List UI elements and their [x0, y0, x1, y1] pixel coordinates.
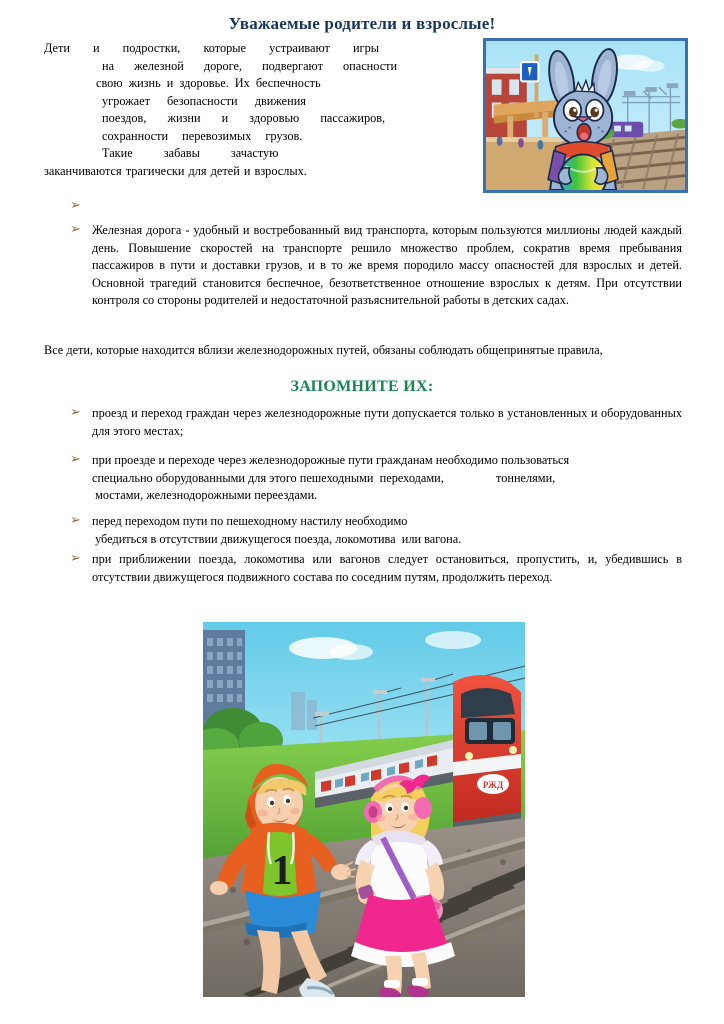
rule-item-1: [70, 405, 682, 440]
children-railway-photo: [203, 622, 525, 997]
intro-line: поездов, жизни и здоровью пассажиров,: [102, 111, 386, 125]
section-heading-remember: ЗАПОМНИТЕ ИХ:: [290, 378, 434, 395]
children-photo-svg: [203, 622, 525, 997]
lead-paragraph: Все дети, которые находится вблизи железнодорожных путей, обязаны соблюдать общепринятые правила,: [44, 343, 603, 357]
rule-item-3: [70, 513, 682, 548]
rule-line: убедиться в отсутствии движущегося поезда, локомотива или вагона.: [92, 531, 462, 546]
children-photo-canvas: [203, 622, 525, 997]
page-title: Уважаемые родители и взрослые!: [228, 14, 496, 33]
arrow-bullet-icon: ➢: [70, 513, 81, 528]
rule-item-text: [70, 452, 682, 505]
arrow-bullet-icon: ➢: [70, 222, 81, 237]
rule-item-text: проезд и переход граждан через железнодорожные пути допускается только в установленных и оборудованных для этого местах;: [92, 406, 682, 438]
arrow-bullet-icon: ➢: [70, 551, 81, 566]
arrow-bullet-icon: ➢: [70, 405, 81, 420]
rule-line: специально оборудованными для этого пешеходными переходами, тоннелями,: [92, 470, 556, 485]
bunny-railway-illustration: [483, 38, 688, 193]
intro-line: на железной дороге, подвергают опасности: [102, 58, 398, 73]
train-logo-label: РЖД: [482, 780, 504, 790]
rule-item-2: [70, 452, 682, 505]
intro-line: Такие забавы зачастую: [102, 146, 279, 160]
intro-line: сохранности перевозимых грузов.: [102, 128, 303, 143]
intro-paragraph: [44, 40, 480, 180]
arrow-bullet-icon: ➢: [70, 452, 81, 467]
intro-line: свою жизнь и здоровье. Их беспечность: [96, 76, 321, 90]
rule-item-4: [70, 551, 682, 586]
arrow-bullet-icon: ➢: [70, 198, 81, 213]
intro-line: Дети и подростки, которые устраивают игры: [44, 41, 380, 55]
rule-item-text: при приближении поезда, локомотива или вагонов следует остановиться, пропустить, и, убедившись в отсутствии движущегося подвижного состава по соседним путям, продолжить переход.: [92, 552, 682, 584]
rule-line: перед переходом пути по пешеходному настилу необходимо: [92, 514, 408, 528]
intro-line: заканчиваются трагически для детей и взрослых.: [44, 163, 307, 178]
bunny-illustration-svg: [486, 41, 685, 190]
rule-line: мостами, железнодорожными переездами.: [92, 488, 318, 502]
intro-line: угрожает безопасности движения: [102, 93, 306, 108]
intro-bullet-paragraph: [70, 222, 682, 310]
bunny-illustration-canvas: [486, 41, 685, 190]
boy-shirt-number: 1: [271, 848, 293, 894]
intro-bullet-text: Железная дорога - удобный и востребованный вид транспорта, которым пользуются миллионы людей каждый день. Повышение скоростей на транспорте решило множество проблем, сократив время пребывания пассажиров в пути и доставки грузов, и в то же время породило массу опасностей для взрослых и детей. Основной трагедий становится беспечное, безответственное отношение взрослых к детям. При отсутствии контроля со стороны родителей и недостаточной разъяснительной работы в детских садах.: [92, 223, 682, 307]
rule-item-text: [70, 513, 682, 548]
empty-bullet: [70, 198, 90, 214]
rule-line: при проезде и переходе через железнодорожные пути гражданам необходимо пользоваться: [92, 453, 570, 467]
